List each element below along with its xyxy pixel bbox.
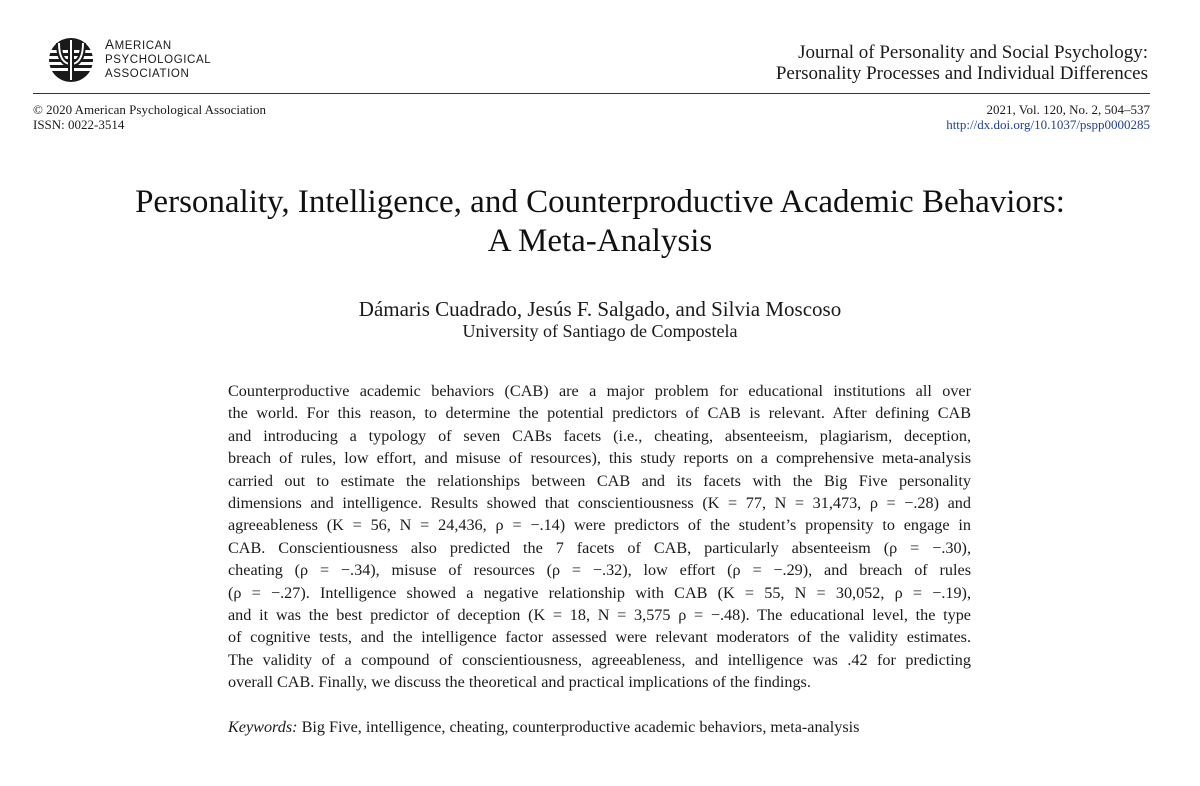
abstract-line: (ρ = −.27). Intelligence showed a negative relationship with CAB (K = 55, N = 30,052, ρ = −.19),	[228, 583, 971, 602]
abstract	[228, 380, 971, 694]
article-affiliation: University of Santiago de Compostela	[462, 321, 738, 341]
publisher-line-1: AMERICAN	[105, 37, 172, 52]
abstract-line: overall CAB. Finally, we discuss the theoretical and practical implications of the findings.	[228, 673, 811, 692]
publisher-line-2: PSYCHOLOGICAL	[105, 54, 212, 66]
volume-info: 2021, Vol. 120, No. 2, 504–537	[986, 102, 1150, 117]
volume-block	[946, 102, 1150, 132]
publisher-name	[105, 38, 211, 81]
publisher-line-1-text: MERICAN	[114, 40, 172, 52]
abstract-line: CAB. Conscientiousness also predicted the 7 facets of CAB, particularly absenteeism (ρ = −.30),	[228, 538, 971, 557]
journal-title	[776, 42, 1148, 84]
abstract-line: and introducing a typology of seven CABs facets (i.e., cheating, absenteeism, plagiarism, deception,	[228, 426, 971, 445]
doi-link[interactable]: http://dx.doi.org/10.1037/pspp0000285	[946, 117, 1150, 132]
abstract-line: and it was the best predictor of deception (K = 18, N = 3,575 ρ = −.48). The educational level, the type	[228, 606, 971, 625]
issn-text: ISSN: 0022-3514	[33, 117, 125, 132]
abstract-line: agreeableness (K = 56, N = 24,436, ρ = −.14) were predictors of the student’s propensity to engage in	[228, 516, 971, 535]
abstract-line: Counterproductive academic behaviors (CAB) are a major problem for educational institutions all over	[228, 382, 971, 400]
abstract-line: carried out to estimate the relationships between CAB and its facets with the Big Five personality	[228, 471, 971, 490]
keywords	[228, 716, 971, 738]
article-title-line-2: A Meta-Analysis	[487, 223, 713, 259]
abstract-line: The validity of a compound of conscientiousness, agreeableness, and intelligence was .42 for predicting	[228, 650, 971, 669]
copyright-block	[33, 102, 266, 132]
abstract-line: the world. For this reason, to determine the potential predictors of CAB is relevant. After defining CAB	[228, 404, 971, 423]
article-authors: Dámaris Cuadrado, Jesús F. Salgado, and Silvia Moscoso	[358, 297, 842, 321]
abstract-line: cheating (ρ = −.34), misuse of resources (ρ = −.32), low effort (ρ = −.29), and breach of rules	[228, 561, 971, 580]
copyright-text: © 2020 American Psychological Association	[33, 102, 267, 117]
keywords-label: Keywords:	[228, 718, 298, 736]
abstract-line: of cognitive tests, and the intelligence factor assessed were relevant moderators of the validity estimates.	[228, 628, 971, 647]
abstract-line: dimensions and intelligence. Results showed that conscientiousness (K = 77, N = 31,473, ρ = −.28) and	[228, 494, 971, 513]
article-title-line-1: Personality, Intelligence, and Counterproductive Academic Behaviors:	[135, 184, 1065, 220]
journal-title-line-1: Journal of Personality and Social Psychology:	[798, 42, 1148, 63]
publisher-line-3: ASSOCIATION	[105, 68, 190, 80]
keywords-list: Big Five, intelligence, cheating, counterproductive academic behaviors, meta-analysis	[301, 718, 860, 736]
apa-logo-icon	[46, 36, 96, 84]
abstract-line: breach of rules, low effort, and misuse of resources), this study reports on a comprehensive meta-analysis	[228, 449, 971, 468]
journal-title-line-2: Personality Processes and Individual Differences	[775, 63, 1148, 84]
article-title	[0, 183, 1200, 261]
header-divider	[33, 93, 1150, 94]
